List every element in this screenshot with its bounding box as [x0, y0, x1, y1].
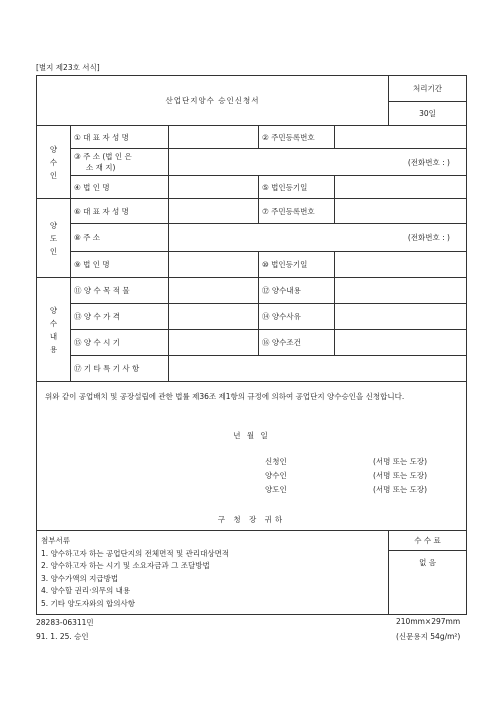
transferor-rep-name-field[interactable] [169, 199, 259, 224]
processing-period-label: 처리기간 [389, 76, 467, 102]
transferor-address-label: ⑧ 주 소 [71, 224, 169, 252]
fee-label: 수 수 료 [389, 531, 467, 551]
transferor-rep-name-label: ⑥ 대 표 자 성 명 [71, 199, 169, 224]
attachment-item: 1. 양수하고자 하는 공업단지의 전체면적 및 관리대상면적 [41, 548, 230, 558]
form-title: 산업단지양수 승인신청서 [37, 76, 389, 126]
transferee-reg-no-field[interactable] [335, 126, 467, 149]
transferee-corp-name-label: ④ 법 인 명 [71, 176, 169, 199]
transferor-address-field[interactable] [169, 224, 467, 252]
transferee-group-label: 양 수 인 [37, 126, 71, 199]
detail-label: ⑫ 양수내용 [259, 278, 335, 304]
signature-role: 양수인 [265, 471, 287, 480]
addressee: 구 청 장 귀하 [217, 515, 286, 524]
paper-type: (신문용지 54g/m²) [396, 632, 461, 641]
transferor-group-label: 양 도 인 [37, 199, 71, 278]
transferee-reg-no-label: ② 주민등록번호 [259, 126, 335, 149]
price-label: ⑬ 양 수 가 격 [71, 304, 169, 330]
transferor-corp-name-field[interactable] [169, 252, 259, 278]
transferee-corp-name-field[interactable] [169, 176, 259, 199]
reason-label: ⑭ 양수사유 [259, 304, 335, 330]
paper-size: 210mm×297mm [396, 617, 461, 626]
transferor-corp-name-label: ⑨ 법 인 명 [71, 252, 169, 278]
signature-role: 신청인 [265, 457, 287, 466]
other-notes-field[interactable] [169, 356, 467, 382]
approval-date: 91. 1. 25. 승인 [36, 632, 89, 641]
attachment-item: 4. 양수할 권리·의무의 내용 [41, 586, 131, 595]
signature-seal: (서명 또는 도장) [373, 471, 428, 480]
transferee-corp-reg-field[interactable] [335, 176, 467, 199]
transferee-phone-label: (전화번호 : ) [407, 157, 450, 167]
transferee-address-field[interactable] [169, 149, 467, 176]
attachments-title: 첨부서류 [41, 536, 70, 545]
transferee-rep-name-label: ① 대 표 자 성 명 [71, 126, 169, 149]
reason-field[interactable] [335, 304, 467, 330]
attachments-section [37, 531, 389, 615]
transferee-rep-name-field[interactable] [169, 126, 259, 149]
detail-field[interactable] [335, 278, 467, 304]
purpose-field[interactable] [169, 278, 259, 304]
signature-seal: (서명 또는 도장) [373, 457, 428, 466]
signature-seal: (서명 또는 도장) [373, 485, 428, 494]
transferor-signature[interactable] [265, 484, 427, 495]
attachment-item: 3. 양수가액의 지급방법 [41, 573, 119, 583]
conditions-field[interactable] [335, 330, 467, 356]
time-field[interactable] [169, 330, 259, 356]
transferee-address-label: ③ 주 소 (법 인 은 소 재 지) [71, 149, 169, 176]
attachment-item: 5. 기타 양도자와의 합의사항 [41, 598, 136, 608]
transferor-corp-reg-field[interactable] [335, 252, 467, 278]
application-date: 년 월 일 [233, 431, 270, 440]
transferor-corp-reg-label: ⑩ 법인등기일 [259, 252, 335, 278]
price-field[interactable] [169, 304, 259, 330]
declaration-section [37, 382, 467, 531]
transferee-corp-reg-label: ⑤ 법인등기일 [259, 176, 335, 199]
form-code: 28283-06311민 [36, 618, 94, 627]
content-group-label: 양 수 내 용 [37, 278, 71, 382]
applicant-signature[interactable] [265, 456, 427, 467]
time-label: ⑮ 양 수 시 기 [71, 330, 169, 356]
transferor-reg-no-field[interactable] [335, 199, 467, 224]
transferor-reg-no-label: ⑦ 주민등록번호 [259, 199, 335, 224]
form-label: [별지 제23호 서식] [36, 63, 100, 72]
declaration-text: 위와 같이 공업배치 및 공장설립에 관한 법률 제36조 제1항의 규정에 의하여 공업단지 양수승인을 신청합니다. [45, 392, 405, 401]
transferor-phone-label: (전화번호 : ) [407, 233, 450, 242]
other-notes-label: ⑰ 기 타 특 기 사 항 [71, 356, 169, 382]
processing-period-value: 30일 [389, 102, 467, 126]
application-form [36, 75, 467, 615]
signature-role: 양도인 [265, 485, 287, 494]
attachment-item: 2. 양수하고자 하는 시기 및 소요자금과 그 조달방법 [41, 561, 210, 570]
purpose-label: ⑪ 양 수 목 적 물 [71, 278, 169, 304]
fee-value: 없 음 [389, 551, 467, 615]
transferee-signature[interactable] [265, 470, 427, 481]
conditions-label: ⑯ 양수조건 [259, 330, 335, 356]
